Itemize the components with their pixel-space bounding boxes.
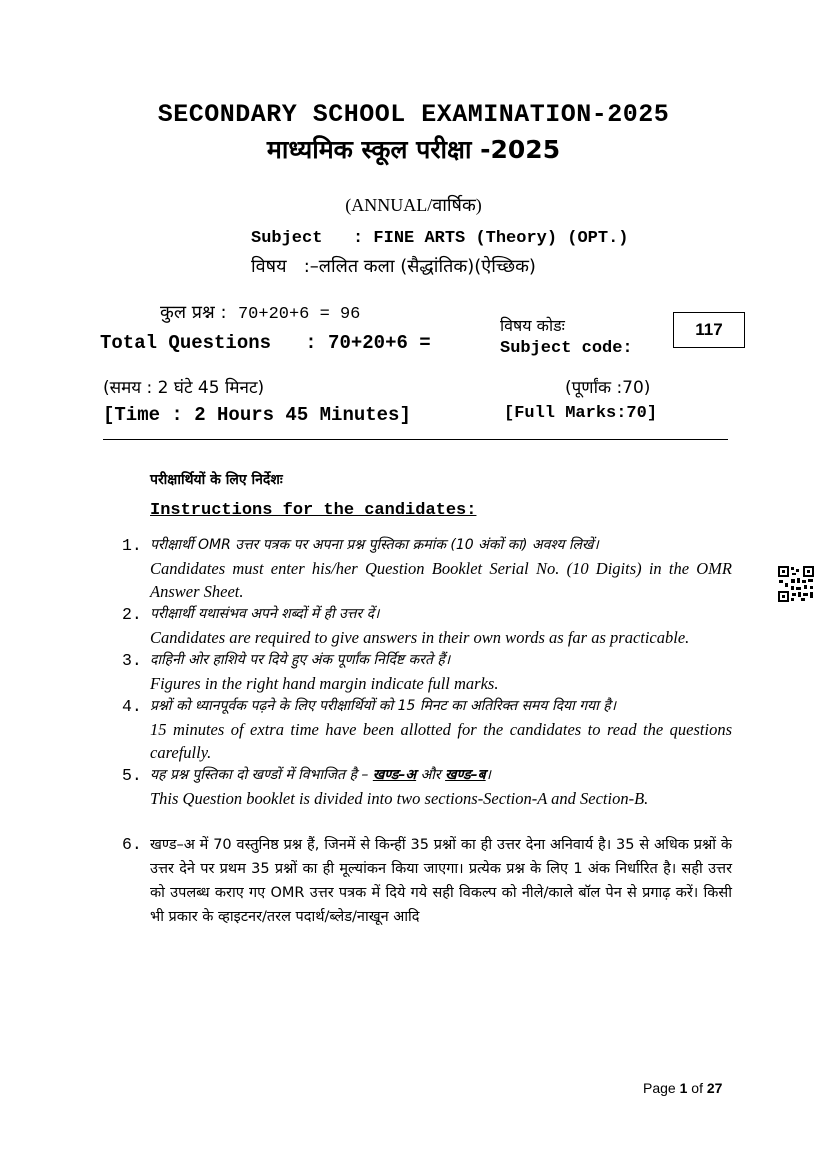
full-marks-english: [Full Marks:70] (504, 404, 658, 423)
section-b-label: खण्ड–ब (445, 767, 486, 783)
total-questions-value: : 70+20+6 = (305, 332, 431, 354)
instruction-text-hindi (150, 764, 732, 787)
instruction-text-hindi: परीक्षार्थी OMR उत्तर पत्रक पर अपना प्रश्न पुस्तिका क्रमांक (10 अंकों का) अवश्य लिखें। (150, 537, 599, 553)
instruction-text-hindi: प्रश्नों को ध्यानपूर्वक पढ़ने के लिए परीक्षार्थियों को 15 मिनट का अतिरिक्त समय दिया गया है। (150, 698, 617, 714)
instruction-text-english: 15 minutes of extra time have been allotted for the candidates to read the questions carefully. (150, 720, 732, 762)
subject-line-hindi (251, 254, 536, 278)
exam-title-hindi: माध्यमिक स्कूल परीक्षा -2025 (266, 135, 561, 164)
full-marks-hindi: (पूर्णांक :70) (565, 378, 651, 398)
instruction-item (122, 764, 732, 810)
subject-label-hindi: विषय (251, 256, 287, 277)
annual-label: (ANNUAL/वार्षिक) (345, 195, 482, 215)
qr-code (777, 565, 815, 603)
page-total: 27 (706, 1080, 723, 1096)
subject-value-hindi: :–ललित कला (सैद्धांतिक)(ऐच्छिक) (303, 256, 536, 277)
instructions-heading-hindi: परीक्षार्थियों के लिए निर्देशः (150, 472, 283, 488)
subject-code-box: 117 (673, 312, 745, 348)
instruction-item (122, 649, 732, 695)
exam-title-english: SECONDARY SCHOOL EXAMINATION-2025 (157, 100, 670, 129)
subject-code-label-hindi: विषय कोडः (500, 316, 565, 335)
instruction-text-english: Candidates are required to give answers in their own words as far as practicable. (150, 628, 690, 647)
page-of: of (691, 1080, 703, 1096)
instruction-text-english: Candidates must enter his/her Question Booklet Serial No. (10 Digits) in the OMR Answer Sheet. (150, 559, 732, 601)
instruction-number: 6. (122, 835, 142, 854)
instructions-list (122, 534, 732, 929)
header-divider (103, 439, 728, 440)
time-english: [Time : 2 Hours 45 Minutes] (103, 404, 411, 426)
instruction-item (122, 833, 732, 929)
section-a-label: खण्ड–अ (372, 767, 417, 783)
sections-text: यह प्रश्न पुस्तिका दो खण्डों में विभाजित है – (150, 767, 369, 783)
subject-label: Subject (251, 229, 323, 248)
instruction-number: 2. (122, 605, 142, 624)
total-questions-label-hindi: कुल प्रश्न : (160, 302, 227, 323)
instruction-text-english: This Question booklet is divided into two sections-Section-A and Section-B. (150, 789, 649, 808)
instruction-text-hindi: दाहिनी ओर हाशिये पर दिये हुए अंक पूर्णांक निर्दिष्ट करते हैं। (150, 652, 451, 668)
and-word: और (420, 767, 441, 783)
total-questions-english (100, 332, 431, 354)
instruction-number: 3. (122, 651, 142, 670)
instructions-heading-english: Instructions for the candidates: (150, 501, 477, 520)
danda: । (485, 767, 491, 783)
page-number (643, 1080, 722, 1096)
instruction-number: 4. (122, 697, 142, 716)
instruction-item (122, 695, 732, 764)
instruction-number: 5. (122, 766, 142, 785)
subject-line-english (251, 229, 628, 248)
total-questions-value-hindi: 70+20+6 = 96 (237, 305, 361, 324)
subject-value: : FINE ARTS (Theory) (OPT.) (353, 229, 629, 248)
instruction-text-hindi: परीक्षार्थी यथासंभव अपने शब्दों में ही उत्तर दें। (150, 606, 380, 622)
instruction-item (122, 603, 732, 649)
subject-code-label: Subject code: (500, 339, 633, 358)
instruction-text-english: Figures in the right hand margin indicate full marks. (150, 674, 499, 693)
page-prefix: Page (643, 1080, 676, 1096)
page-current: 1 (679, 1080, 688, 1096)
instruction-item (122, 534, 732, 603)
time-hindi: (समय : 2 घंटे 45 मिनट) (103, 378, 265, 398)
instruction-number: 1. (122, 536, 142, 555)
instruction-text-hindi: खण्ड–अ में 70 वस्तुनिष्ठ प्रश्न हैं, जिनमें से किन्हीं 35 प्रश्नों का ही उत्तर देना अनिवार्य है। 35 से अधिक प्रश्नों के उत्तर देने पर प्रथम 35 प्रश्नों का ही मूल्यांकन किया जाएगा। प्रत्येक प्रश्न के लिए 1 अंक निर्धारित है। सही उत्तर को उपलब्ध कराए गए OMR उत्तर पत्रक में दिये गये सही विकल्प को नीले/काले बॉल पेन से प्रगाढ़ करें। किसी भी प्रकार के व्हाइटनर/तरल पदार्थ/ब्लेड/नाखून आदि (150, 837, 732, 925)
total-questions-hindi (160, 300, 360, 324)
total-questions-label: Total Questions (100, 332, 272, 354)
